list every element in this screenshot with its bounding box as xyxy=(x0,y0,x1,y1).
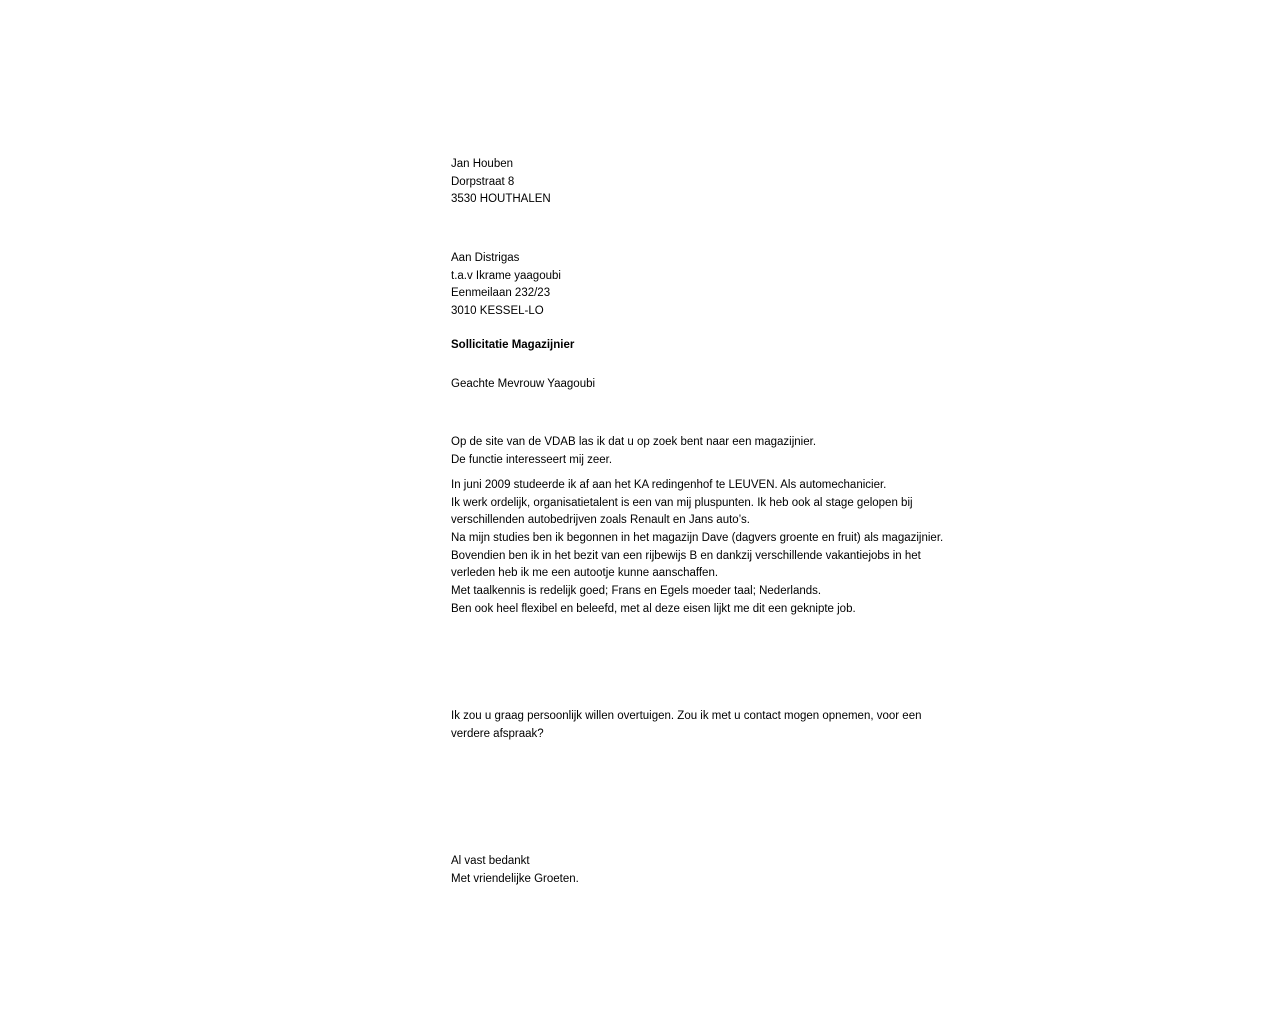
letter-salutation xyxy=(451,376,971,394)
sender-address xyxy=(451,156,971,209)
recipient-company: Aan Distrigas xyxy=(451,252,520,264)
body-line: verschillenden autobedrijven zoals Renault en Jans auto’s. xyxy=(451,514,750,527)
intro-line: Op de site van de VDAB las ik dat u op zoek bent naar een magazijnier. xyxy=(451,436,817,448)
signoff-line: Met vriendelijke Groeten. xyxy=(451,872,579,885)
body-paragraph xyxy=(451,477,971,619)
sender-name: Jan Houben xyxy=(451,158,514,170)
closing-paragraph xyxy=(451,708,971,743)
recipient-address xyxy=(451,250,971,321)
sender-street: Dorpstraat 8 xyxy=(451,175,515,188)
salutation-line: Geachte Mevrouw Yaagoubi xyxy=(451,378,596,390)
intro-line: De functie interesseert mij zeer. xyxy=(451,453,613,466)
subject-line: Sollicitatie Magazijnier xyxy=(451,339,575,351)
recipient-city: 3010 KESSEL-LO xyxy=(451,305,544,318)
intro-paragraph xyxy=(451,434,971,469)
body-line: In juni 2009 studeerde ik af aan het KA redingenhof te LEUVEN. Als automechanicier. xyxy=(451,479,887,491)
body-line: Met taalkennis is redelijk goed; Frans en Egels moeder taal; Nederlands. xyxy=(451,585,822,598)
body-line: Bovendien ben ik in het bezit van een rijbewijs B en dankzij verschillende vakantiejobs in het xyxy=(451,549,921,562)
closing-line: Ik zou u graag persoonlijk willen overtuigen. Zou ik met u contact mogen opnemen, voor een xyxy=(451,710,922,722)
letter-signoff xyxy=(451,853,971,888)
body-line: Na mijn studies ben ik begonnen in het magazijn Dave (dagvers groente en fruit) als magazijnier. xyxy=(451,532,944,545)
recipient-attention: t.a.v Ikrame yaagoubi xyxy=(451,269,561,282)
letter-subject xyxy=(451,337,971,355)
sender-city: 3530 HOUTHALEN xyxy=(451,193,551,206)
signoff-line: Al vast bedankt xyxy=(451,855,530,867)
body-line: verleden heb ik me een autootje kunne aanschaffen. xyxy=(451,567,719,580)
body-line: Ik werk ordelijk, organisatietalent is een van mij pluspunten. Ik heb ook al stage gelopen bij xyxy=(451,496,913,509)
closing-line: verdere afspraak? xyxy=(451,727,544,740)
body-line: Ben ook heel flexibel en beleefd, met al deze eisen lijkt me dit een geknipte job. xyxy=(451,602,856,615)
recipient-street: Eenmeilaan 232/23 xyxy=(451,287,551,300)
